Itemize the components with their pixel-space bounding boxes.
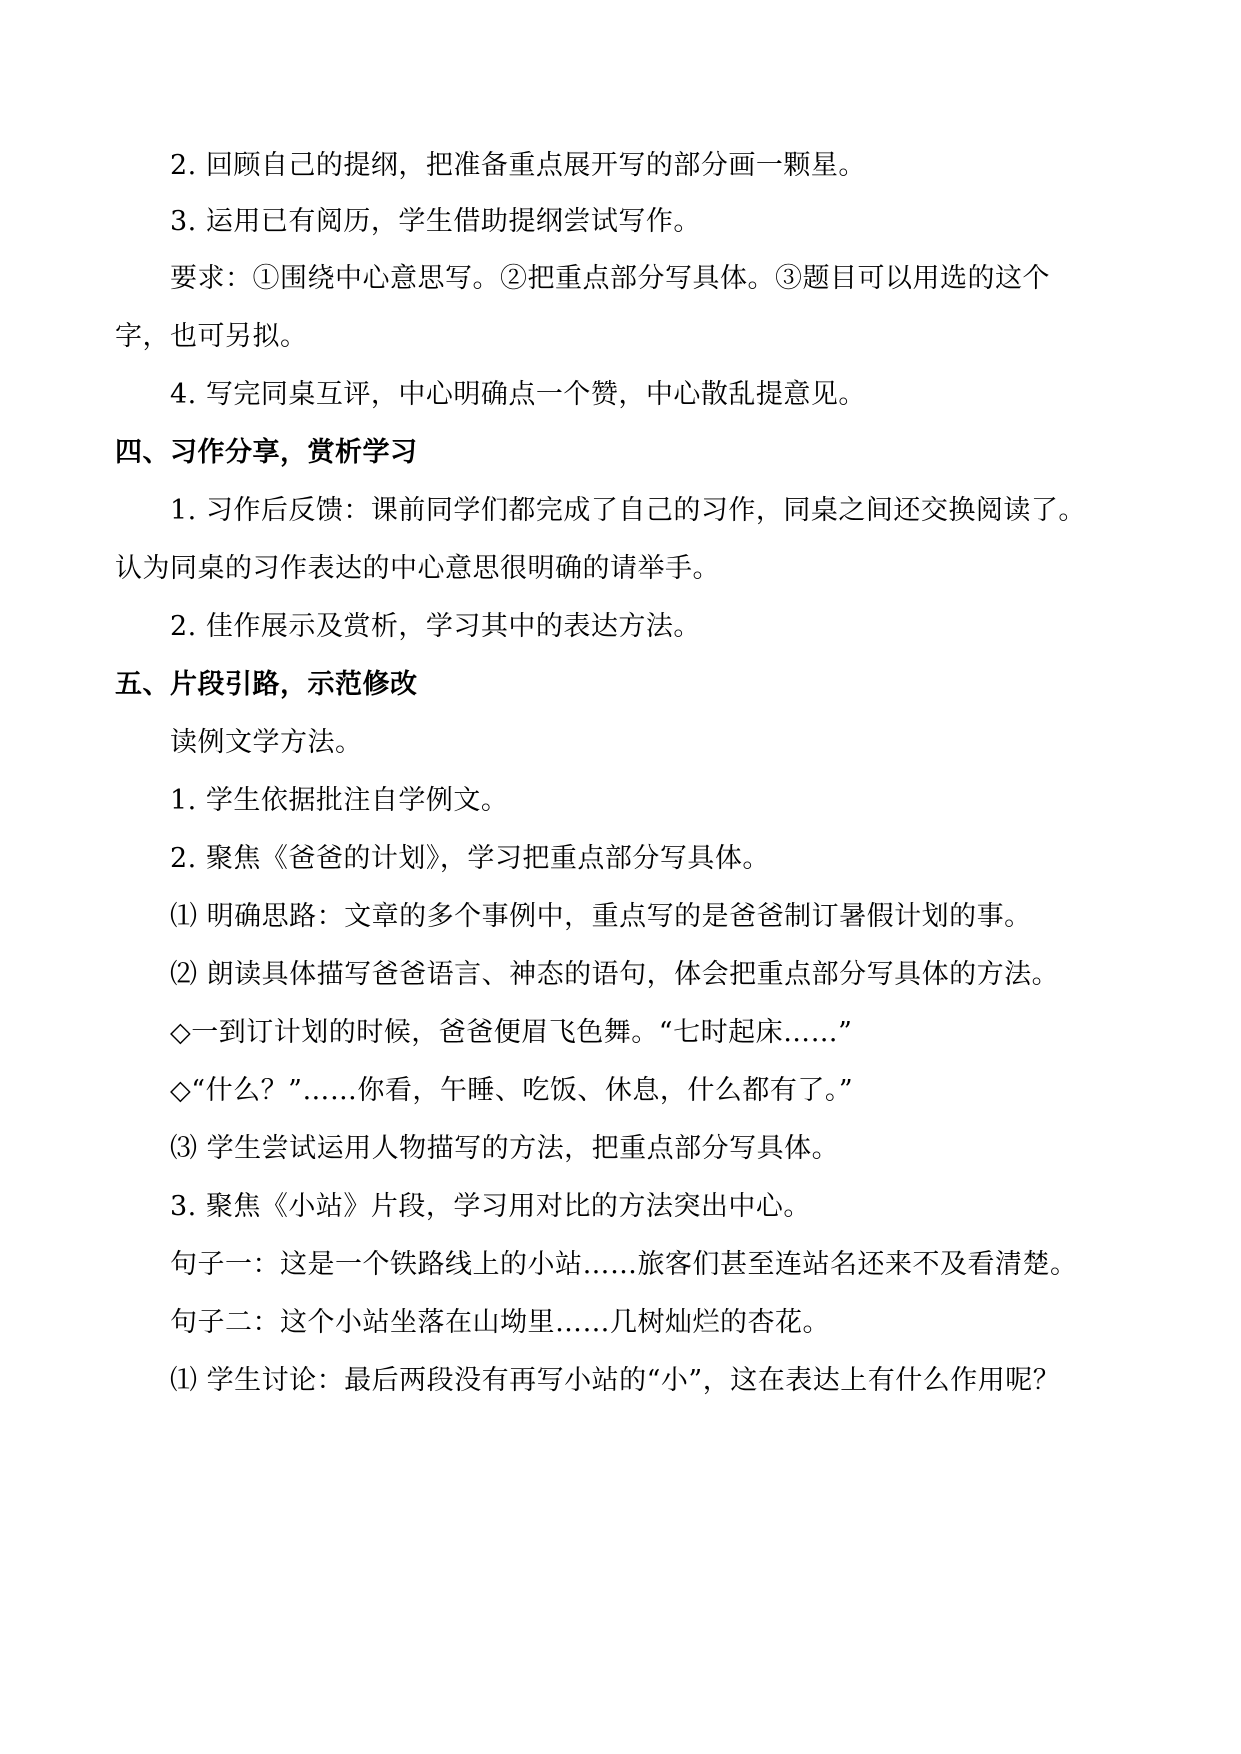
paragraph-line: ⑴ 明确思路：文章的多个事例中，重点写的是爸爸制订暑假计划的事。 [170, 901, 1032, 932]
paragraph-line: 句子二：这个小站坐落在山坳里……几树灿烂的杏花。 [170, 1307, 830, 1338]
paragraph-line: 要求：①围绕中心意思写。②把重点部分写具体。③题目可以用选的这个 [170, 263, 1050, 294]
paragraph-line: 4. 写完同桌互评，中心明确点一个赞，中心散乱提意见。 [170, 379, 866, 410]
paragraph-line: 读例文学方法。 [170, 727, 363, 758]
paragraph-line: ◇“什么？”……你看，午睡、吃饭、休息，什么都有了。” [170, 1075, 854, 1106]
paragraph-line: ⑴ 学生讨论：最后两段没有再写小站的“小”，这在表达上有什么作用呢？ [170, 1365, 1061, 1396]
section-heading: 四、习作分享，赏析学习 [115, 437, 418, 468]
paragraph-line: ⑵ 朗读具体描写爸爸语言、神态的语句，体会把重点部分写具体的方法。 [170, 959, 1060, 990]
paragraph-line: 字，也可另拟。 [115, 321, 308, 352]
paragraph-line: 3. 运用已有阅历，学生借助提纲尝试写作。 [170, 206, 701, 237]
paragraph-line: 3. 聚焦《小站》片段，学习用对比的方法突出中心。 [170, 1191, 811, 1222]
paragraph-line: 2. 聚焦《爸爸的计划》，学习把重点部分写具体。 [170, 843, 770, 874]
paragraph-line: ◇一到订计划的时候，爸爸便眉飞色舞。“七时起床……” [170, 1017, 853, 1048]
paragraph-line: 句子一：这是一个铁路线上的小站……旅客们甚至连站名还来不及看清楚。 [170, 1249, 1078, 1280]
paragraph-line: 2. 佳作展示及赏析，学习其中的表达方法。 [170, 611, 701, 642]
section-heading: 五、片段引路，示范修改 [115, 669, 418, 700]
paragraph-line: 2. 回顾自己的提纲，把准备重点展开写的部分画一颗星。 [170, 150, 866, 181]
paragraph-line: 认为同桌的习作表达的中心意思很明确的请举手。 [115, 553, 720, 584]
paragraph-line: 1. 习作后反馈：课前同学们都完成了自己的习作，同桌之间还交换阅读了。 [170, 495, 1086, 526]
paragraph-line: ⑶ 学生尝试运用人物描写的方法，把重点部分写具体。 [170, 1133, 840, 1164]
paragraph-line: 1. 学生依据批注自学例文。 [170, 785, 509, 816]
